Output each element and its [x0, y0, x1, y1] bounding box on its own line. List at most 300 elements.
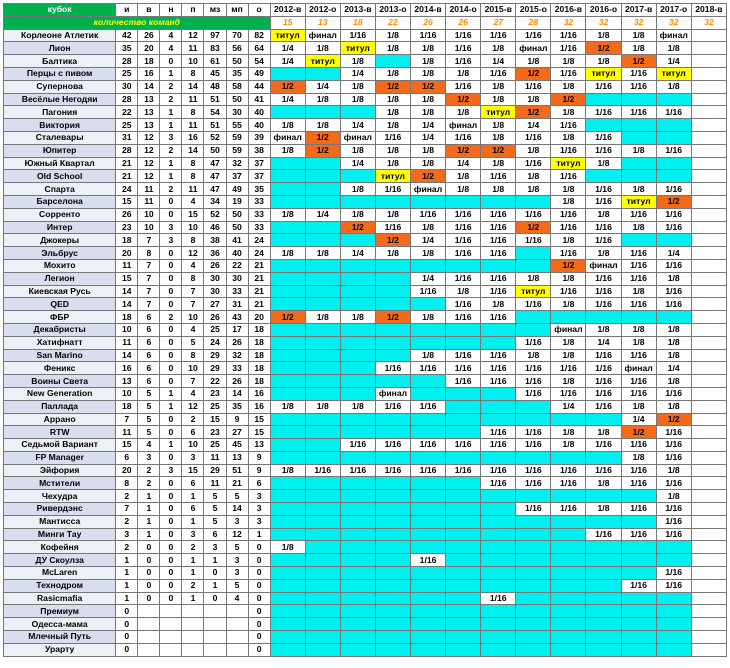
team-name: Мстители	[4, 477, 116, 490]
stat-cell: 3	[226, 567, 248, 580]
stat-cell: 3	[160, 131, 182, 144]
stat-cell: 47	[204, 183, 226, 196]
stat-cell: 7	[138, 259, 160, 272]
table-row	[4, 323, 727, 336]
season-result-cell: 1/16	[446, 42, 481, 55]
season-result-cell: 1/16	[481, 234, 516, 247]
season-result-cell: 1/2	[375, 234, 410, 247]
season-result-cell	[481, 387, 516, 400]
season-result-cell	[270, 515, 305, 528]
season-result-cell	[446, 477, 481, 490]
season-result-cell: 1/16	[621, 272, 656, 285]
team-count-value: 26	[446, 16, 481, 29]
season-result-cell	[375, 477, 410, 490]
cup-standings-table	[3, 3, 727, 657]
stat-cell: 5	[204, 503, 226, 516]
stat-cell: 8	[182, 272, 204, 285]
stat-cell: 14	[182, 144, 204, 157]
stat-cell: 1	[182, 554, 204, 567]
season-result-cell: финал	[411, 183, 446, 196]
stat-cell: 1	[160, 387, 182, 400]
season-result-cell	[270, 375, 305, 388]
season-result-cell: 1/8	[270, 247, 305, 260]
season-result-cell: 1/16	[656, 477, 691, 490]
stat-cell: 25	[204, 323, 226, 336]
season-result-cell	[551, 567, 586, 580]
season-result-cell: 1/4	[340, 247, 375, 260]
stat-cell: 40	[226, 247, 248, 260]
stat-cell: 10	[182, 221, 204, 234]
stat-cell: 26	[138, 29, 160, 42]
season-result-cell	[305, 503, 340, 516]
season-result-cell	[340, 515, 375, 528]
team-name: Южный Квартал	[4, 157, 116, 170]
season-result-cell: 1/16	[586, 375, 621, 388]
season-result-cell: 1/16	[656, 503, 691, 516]
season-result-cell	[270, 298, 305, 311]
season-result-cell	[375, 413, 410, 426]
stat-cell: 6	[116, 451, 138, 464]
team-name: Интер	[4, 221, 116, 234]
table-row	[4, 272, 727, 285]
season-result-cell: 1/8	[516, 93, 551, 106]
season-result-cell	[305, 272, 340, 285]
season-result-cell	[551, 618, 586, 631]
season-result-cell: 1/8	[551, 426, 586, 439]
season-result-cell	[305, 477, 340, 490]
team-name: Урарту	[4, 643, 116, 656]
stat-cell: 49	[248, 67, 270, 80]
season-result-cell: финал	[656, 29, 691, 42]
team-name: Весёлые Негодяи	[4, 93, 116, 106]
season-result-cell	[691, 42, 726, 55]
season-result-cell: 1/16	[621, 259, 656, 272]
season-result-cell: 1/2	[516, 67, 551, 80]
stat-cell: 18	[248, 362, 270, 375]
season-result-cell: 1/4	[411, 272, 446, 285]
season-result-cell: 1/8	[551, 375, 586, 388]
season-result-cell: 1/2	[551, 93, 586, 106]
stat-cell: 59	[226, 144, 248, 157]
stat-cell: 0	[160, 528, 182, 541]
season-result-cell	[621, 515, 656, 528]
stat-cell: 31	[116, 131, 138, 144]
season-result-cell	[481, 490, 516, 503]
season-result-cell: 1/2	[551, 259, 586, 272]
season-result-cell: 1/8	[340, 144, 375, 157]
season-result-cell	[551, 554, 586, 567]
season-result-cell	[305, 298, 340, 311]
stat-cell	[160, 643, 182, 656]
season-result-cell	[691, 605, 726, 618]
season-result-cell	[340, 106, 375, 119]
team-name: Виктория	[4, 119, 116, 132]
stat-cell: 20	[248, 311, 270, 324]
stat-cell: 14	[116, 285, 138, 298]
stat-cell: 33	[248, 195, 270, 208]
team-name: Технодром	[4, 579, 116, 592]
season-result-cell: 1/16	[621, 298, 656, 311]
stat-cell: 0	[160, 490, 182, 503]
season-result-cell	[586, 170, 621, 183]
table-body	[4, 29, 727, 656]
season-result-cell	[411, 605, 446, 618]
season-result-cell	[691, 477, 726, 490]
season-result-cell: 1/16	[621, 208, 656, 221]
stat-cell: 48	[204, 80, 226, 93]
stat-cell: 21	[248, 285, 270, 298]
stat-header: мз	[204, 4, 226, 17]
stat-cell: 1	[160, 106, 182, 119]
stat-cell: 5	[204, 515, 226, 528]
stat-cell: 7	[116, 413, 138, 426]
season-result-cell: 1/8	[340, 183, 375, 196]
season-result-cell: 1/8	[656, 464, 691, 477]
stat-cell: 1	[116, 554, 138, 567]
table-row	[4, 93, 727, 106]
season-result-cell	[586, 413, 621, 426]
season-result-cell: 1/8	[656, 272, 691, 285]
stat-cell: 37	[248, 170, 270, 183]
season-result-cell: 1/16	[621, 106, 656, 119]
table-row	[4, 541, 727, 554]
stat-cell: 20	[116, 464, 138, 477]
stat-cell: 1	[160, 439, 182, 452]
stat-cell: 9	[248, 464, 270, 477]
season-result-cell: 1/16	[481, 221, 516, 234]
season-result-cell	[516, 490, 551, 503]
stat-cell: 17	[226, 323, 248, 336]
stat-cell	[204, 618, 226, 631]
season-result-cell	[551, 490, 586, 503]
stat-cell: 12	[138, 131, 160, 144]
season-result-cell	[446, 503, 481, 516]
stat-cell: 1	[248, 528, 270, 541]
season-result-cell	[516, 592, 551, 605]
season-result-cell: 1/16	[621, 80, 656, 93]
season-result-cell: 1/16	[551, 119, 586, 132]
season-result-cell: 1/8	[305, 400, 340, 413]
season-result-cell	[516, 247, 551, 260]
stat-cell: 10	[182, 311, 204, 324]
stat-cell: 2	[160, 311, 182, 324]
season-result-cell: 1/8	[411, 311, 446, 324]
season-result-cell: 1/16	[551, 503, 586, 516]
season-result-cell: 1/8	[551, 195, 586, 208]
season-result-cell	[516, 567, 551, 580]
season-result-cell: 1/16	[481, 592, 516, 605]
season-result-cell	[656, 170, 691, 183]
stat-cell: 21	[226, 477, 248, 490]
season-result-cell	[551, 311, 586, 324]
season-result-cell	[586, 631, 621, 644]
stat-cell: 12	[138, 157, 160, 170]
season-result-cell: 1/16	[340, 439, 375, 452]
stat-cell: 14	[116, 349, 138, 362]
season-result-cell	[270, 567, 305, 580]
stat-cell: 2	[160, 183, 182, 196]
stat-cell: 10	[182, 362, 204, 375]
stat-cell: 2	[160, 144, 182, 157]
season-result-cell	[375, 349, 410, 362]
stat-cell: 8	[182, 234, 204, 247]
stat-header: мп	[226, 4, 248, 17]
season-result-cell	[305, 490, 340, 503]
stat-cell: 5	[226, 579, 248, 592]
stat-cell: 1	[138, 503, 160, 516]
season-result-cell: 1/16	[446, 247, 481, 260]
stat-cell: 15	[182, 464, 204, 477]
season-header: 2013-в	[340, 4, 375, 17]
season-result-cell: 1/16	[481, 285, 516, 298]
season-result-cell: 1/8	[340, 93, 375, 106]
table-row	[4, 29, 727, 42]
stat-cell: 0	[160, 503, 182, 516]
season-result-cell	[270, 631, 305, 644]
stat-cell: 18	[116, 234, 138, 247]
season-result-cell: 1/8	[551, 439, 586, 452]
stat-cell: 6	[182, 477, 204, 490]
season-result-cell	[551, 643, 586, 656]
season-result-cell: 1/16	[586, 144, 621, 157]
season-result-cell: 1/16	[621, 349, 656, 362]
stat-cell: 2	[182, 541, 204, 554]
season-result-cell: 1/16	[446, 439, 481, 452]
season-result-cell	[305, 323, 340, 336]
season-result-cell	[691, 528, 726, 541]
season-result-cell: 1/16	[516, 336, 551, 349]
table-row	[4, 349, 727, 362]
stat-cell: 0	[160, 247, 182, 260]
season-result-cell	[270, 451, 305, 464]
season-result-cell	[270, 285, 305, 298]
season-result-cell: 1/16	[411, 362, 446, 375]
stat-cell: 26	[204, 259, 226, 272]
table-row	[4, 579, 727, 592]
stat-cell: 28	[116, 93, 138, 106]
stat-cell	[204, 605, 226, 618]
stat-cell: 18	[248, 349, 270, 362]
season-result-cell: 1/16	[656, 144, 691, 157]
season-result-cell: 1/8	[656, 490, 691, 503]
season-result-cell	[340, 554, 375, 567]
season-result-cell	[551, 631, 586, 644]
season-result-cell	[305, 106, 340, 119]
season-result-cell	[516, 605, 551, 618]
season-result-cell	[481, 579, 516, 592]
season-result-cell	[691, 643, 726, 656]
season-result-cell: 1/8	[270, 400, 305, 413]
season-result-cell	[305, 362, 340, 375]
season-result-cell	[305, 618, 340, 631]
season-result-cell: 1/2	[375, 311, 410, 324]
season-result-cell: 1/16	[586, 387, 621, 400]
season-result-cell: 1/8	[656, 80, 691, 93]
season-result-cell	[481, 618, 516, 631]
season-result-cell: 1/16	[656, 528, 691, 541]
season-result-cell	[481, 451, 516, 464]
season-result-cell	[516, 643, 551, 656]
season-result-cell	[270, 362, 305, 375]
team-name: FP Manager	[4, 451, 116, 464]
season-result-cell	[516, 451, 551, 464]
season-result-cell	[691, 221, 726, 234]
season-result-cell: 1/16	[586, 183, 621, 196]
stat-header: о	[248, 4, 270, 17]
stat-cell: 27	[226, 426, 248, 439]
stat-cell: 24	[204, 336, 226, 349]
stat-cell: 0	[160, 323, 182, 336]
stat-cell: 4	[160, 42, 182, 55]
season-result-cell	[446, 541, 481, 554]
stat-cell: 0	[204, 592, 226, 605]
season-result-cell: 1/8	[305, 42, 340, 55]
stat-cell: 7	[138, 272, 160, 285]
stat-cell: 37	[248, 157, 270, 170]
stat-cell: 13	[116, 375, 138, 388]
season-result-cell	[270, 221, 305, 234]
season-result-cell: 1/16	[586, 285, 621, 298]
stat-cell: 14	[138, 80, 160, 93]
season-result-cell	[691, 170, 726, 183]
season-result-cell	[411, 259, 446, 272]
season-result-cell: 1/16	[656, 259, 691, 272]
stat-cell: 8	[138, 247, 160, 260]
stat-cell: 47	[204, 170, 226, 183]
season-result-cell	[340, 387, 375, 400]
season-result-cell: 1/16	[446, 272, 481, 285]
season-result-cell	[691, 503, 726, 516]
season-result-cell: 1/8	[586, 247, 621, 260]
season-result-cell	[340, 298, 375, 311]
season-result-cell	[656, 119, 691, 132]
season-result-cell: 1/2	[305, 131, 340, 144]
stat-cell: 45	[204, 67, 226, 80]
season-result-cell: 1/16	[621, 67, 656, 80]
season-result-cell: титул	[656, 67, 691, 80]
season-result-cell	[691, 323, 726, 336]
season-result-cell	[305, 439, 340, 452]
stat-cell: 40	[248, 106, 270, 119]
stat-cell	[182, 618, 204, 631]
stat-cell: 13	[138, 106, 160, 119]
season-result-cell: 1/16	[305, 464, 340, 477]
stat-cell: 30	[226, 106, 248, 119]
season-result-cell	[375, 259, 410, 272]
team-count-label: количество команд	[4, 16, 271, 29]
stat-cell: 16	[248, 387, 270, 400]
team-name: Декабристы	[4, 323, 116, 336]
stat-cell: 2	[116, 541, 138, 554]
stat-cell: 25	[204, 400, 226, 413]
stat-cell: 0	[160, 451, 182, 464]
stat-cell: 4	[182, 259, 204, 272]
stat-cell: 21	[248, 259, 270, 272]
season-result-cell	[270, 323, 305, 336]
season-result-cell: 1/8	[375, 29, 410, 42]
season-result-cell	[305, 336, 340, 349]
season-result-cell	[270, 477, 305, 490]
table-row	[4, 490, 727, 503]
stat-cell: 37	[226, 170, 248, 183]
table-row	[4, 80, 727, 93]
team-name: McLaren	[4, 567, 116, 580]
season-result-cell: 1/16	[481, 170, 516, 183]
season-result-cell: 1/16	[481, 464, 516, 477]
season-result-cell: 1/8	[481, 93, 516, 106]
season-result-cell	[270, 106, 305, 119]
season-result-cell	[691, 426, 726, 439]
table-row	[4, 131, 727, 144]
season-result-cell: 1/16	[446, 208, 481, 221]
season-result-cell	[586, 541, 621, 554]
season-result-cell	[656, 234, 691, 247]
season-result-cell	[621, 592, 656, 605]
season-result-cell	[691, 567, 726, 580]
season-result-cell: 1/8	[375, 157, 410, 170]
stat-cell: 5	[138, 400, 160, 413]
season-result-cell	[586, 567, 621, 580]
season-result-cell	[691, 541, 726, 554]
season-result-cell	[481, 631, 516, 644]
team-count-value: 26	[411, 16, 446, 29]
season-result-cell: 1/16	[446, 311, 481, 324]
stat-cell: 1	[160, 170, 182, 183]
table-row	[4, 208, 727, 221]
season-result-cell	[270, 554, 305, 567]
stat-cell: 3	[248, 503, 270, 516]
team-count-value: 32	[621, 16, 656, 29]
season-result-cell: 1/16	[481, 439, 516, 452]
season-result-cell: 1/16	[446, 80, 481, 93]
season-result-cell	[446, 643, 481, 656]
season-result-cell: 1/16	[411, 554, 446, 567]
team-name: Барселона	[4, 195, 116, 208]
season-result-cell: 1/16	[516, 29, 551, 42]
season-result-cell	[375, 375, 410, 388]
season-result-cell	[375, 605, 410, 618]
season-result-cell	[411, 375, 446, 388]
stat-cell: 31	[226, 298, 248, 311]
season-result-cell: 1/8	[481, 80, 516, 93]
stat-cell: 24	[248, 234, 270, 247]
team-name: Кофейня	[4, 541, 116, 554]
stat-cell: 5	[138, 387, 160, 400]
season-result-cell: 1/8	[411, 247, 446, 260]
season-result-cell: 1/16	[586, 362, 621, 375]
stat-cell: 21	[248, 298, 270, 311]
season-result-cell: 1/8	[411, 157, 446, 170]
season-result-cell	[375, 643, 410, 656]
season-result-cell: 1/16	[411, 208, 446, 221]
season-result-cell	[621, 618, 656, 631]
season-result-cell: 1/8	[481, 42, 516, 55]
season-result-cell: титул	[516, 285, 551, 298]
season-result-cell	[340, 503, 375, 516]
stat-cell	[160, 618, 182, 631]
season-result-cell: 1/8	[621, 336, 656, 349]
stat-cell: 27	[204, 298, 226, 311]
stat-cell: 7	[116, 503, 138, 516]
season-result-cell	[656, 157, 691, 170]
season-result-cell	[691, 208, 726, 221]
season-result-cell	[411, 387, 446, 400]
stat-cell: 1	[182, 567, 204, 580]
season-result-cell	[446, 323, 481, 336]
season-result-cell: финал	[305, 29, 340, 42]
stat-cell: 24	[248, 247, 270, 260]
stat-cell: 6	[138, 375, 160, 388]
